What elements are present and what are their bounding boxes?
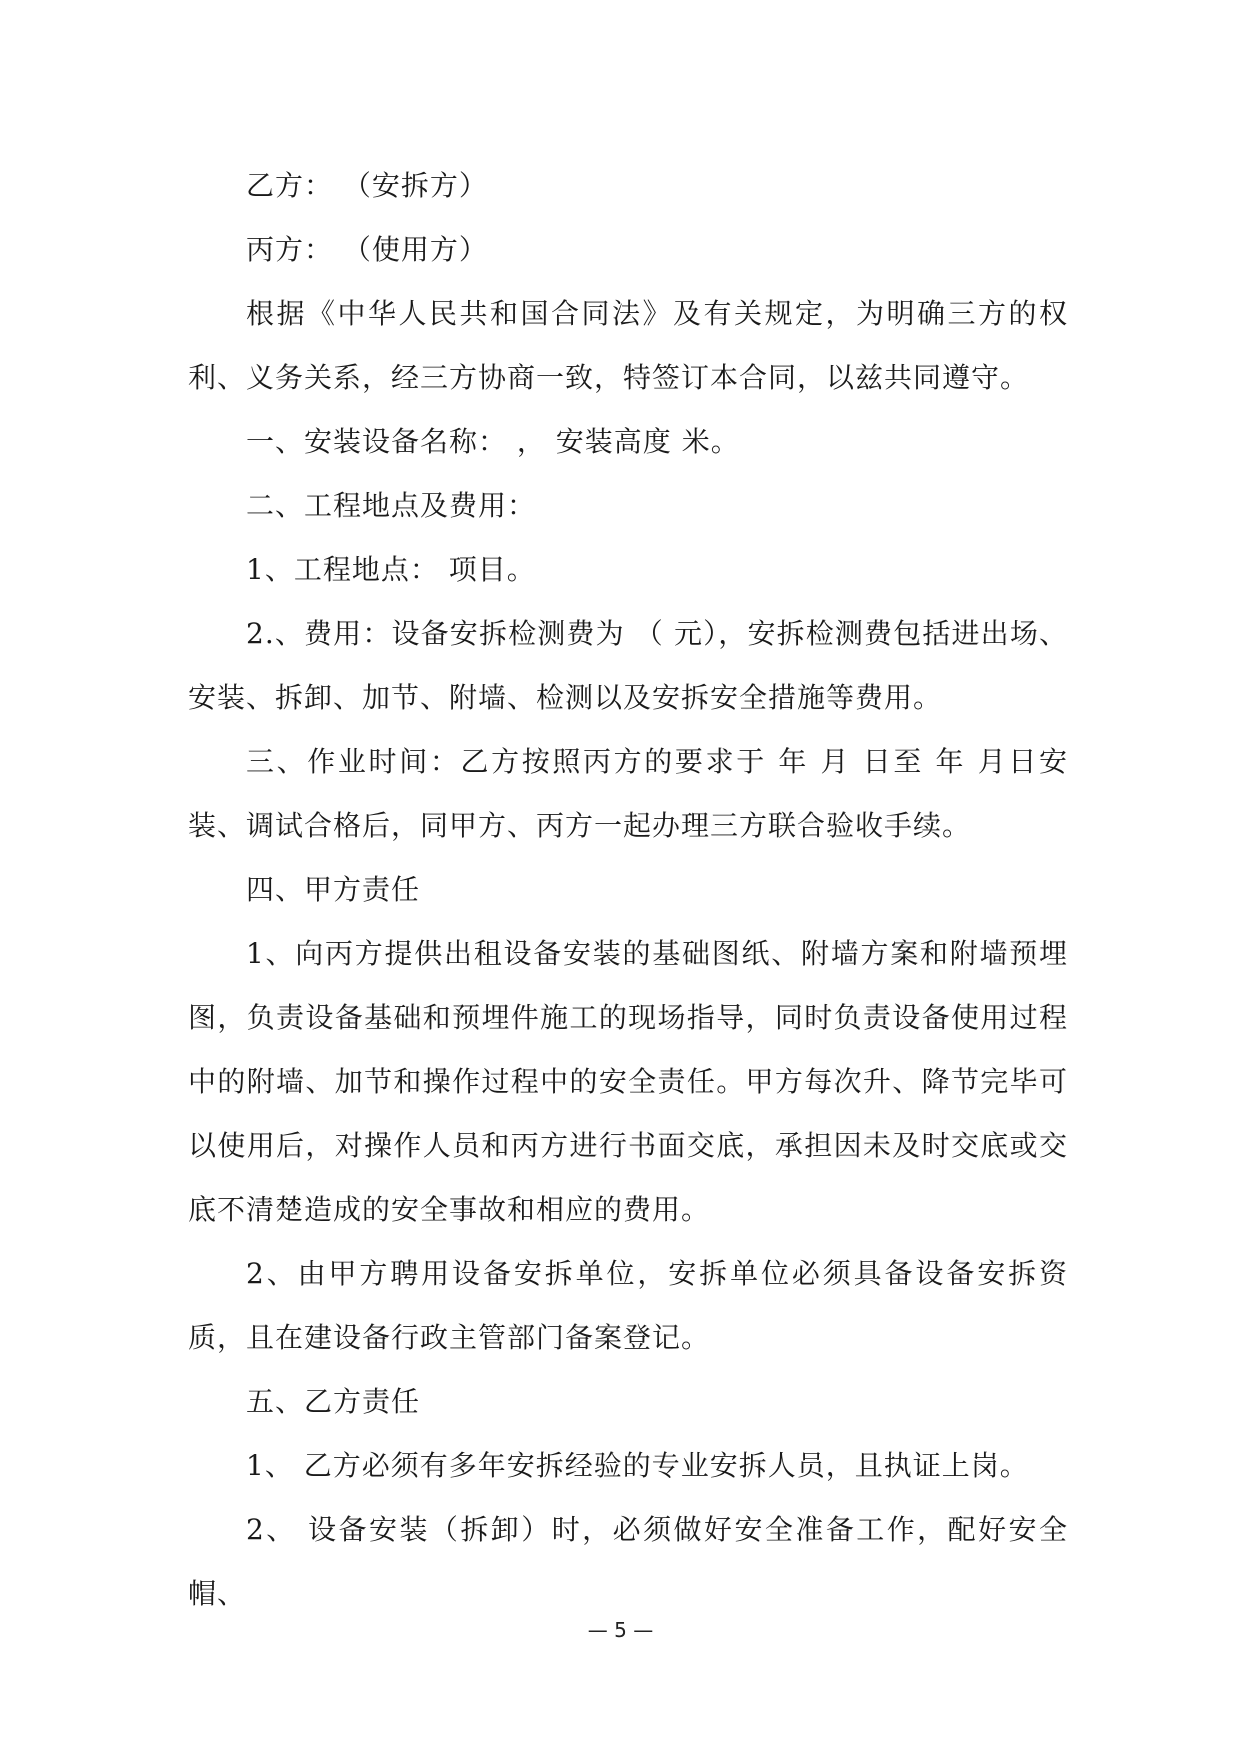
party-b-line: 乙方： （安拆方） bbox=[246, 169, 488, 202]
preamble-paragraph: 根据《中华人民共和国合同法》及有关规定，为明确三方的权利、义务关系，经三方协商一致，特签订本合同，以兹共同遵守。 bbox=[188, 297, 1068, 394]
section-2-heading: 二、工程地点及费用： bbox=[246, 489, 537, 522]
section-5-item-1: 1、 乙方必须有多年安拆经验的专业安拆人员，且执证上岗。 bbox=[246, 1449, 1029, 1482]
page-number: — 5 — bbox=[587, 1618, 654, 1642]
section-5-heading: 五、乙方责任 bbox=[246, 1385, 421, 1418]
section-4-heading: 四、甲方责任 bbox=[246, 873, 421, 906]
section-4-item-1: 1、向丙方提供出租设备安装的基础图纸、附墙方案和附墙预埋图，负责设备基础和预埋件施工的现场指导，同时负责设备使用过程中的附墙、加节和操作过程中的安全责任。甲方每次升、降节完毕可以使用后，对操作人员和丙方进行书面交底，承担因未及时交底或交底不清楚造成的安全事故和相应的费用。 bbox=[188, 937, 1068, 1226]
section-1-equipment: 一、安装设备名称： ， 安装高度 米。 bbox=[246, 425, 740, 458]
section-5-item-2: 2、 设备安装（拆卸）时，必须做好安全准备工作，配好安全帽、 bbox=[188, 1513, 1068, 1610]
section-2-item-1: 1、工程地点： 项目。 bbox=[246, 553, 536, 586]
section-4-item-2: 2、由甲方聘用设备安拆单位，安拆单位必须具备设备安拆资质，且在建设备行政主管部门备案登记。 bbox=[188, 1257, 1068, 1354]
document-body bbox=[188, 154, 1068, 1626]
section-3-schedule: 三、作业时间：乙方按照丙方的要求于 年 月 日至 年 月日安装、调试合格后，同甲方、丙方一起办理三方联合验收手续。 bbox=[188, 745, 1068, 842]
section-2-item-2: 2.、费用：设备安拆检测费为 （ 元），安拆检测费包括进出场、安装、拆卸、加节、附墙、检测以及安拆安全措施等费用。 bbox=[188, 617, 1068, 714]
party-c-line: 丙方： （使用方） bbox=[246, 233, 488, 266]
